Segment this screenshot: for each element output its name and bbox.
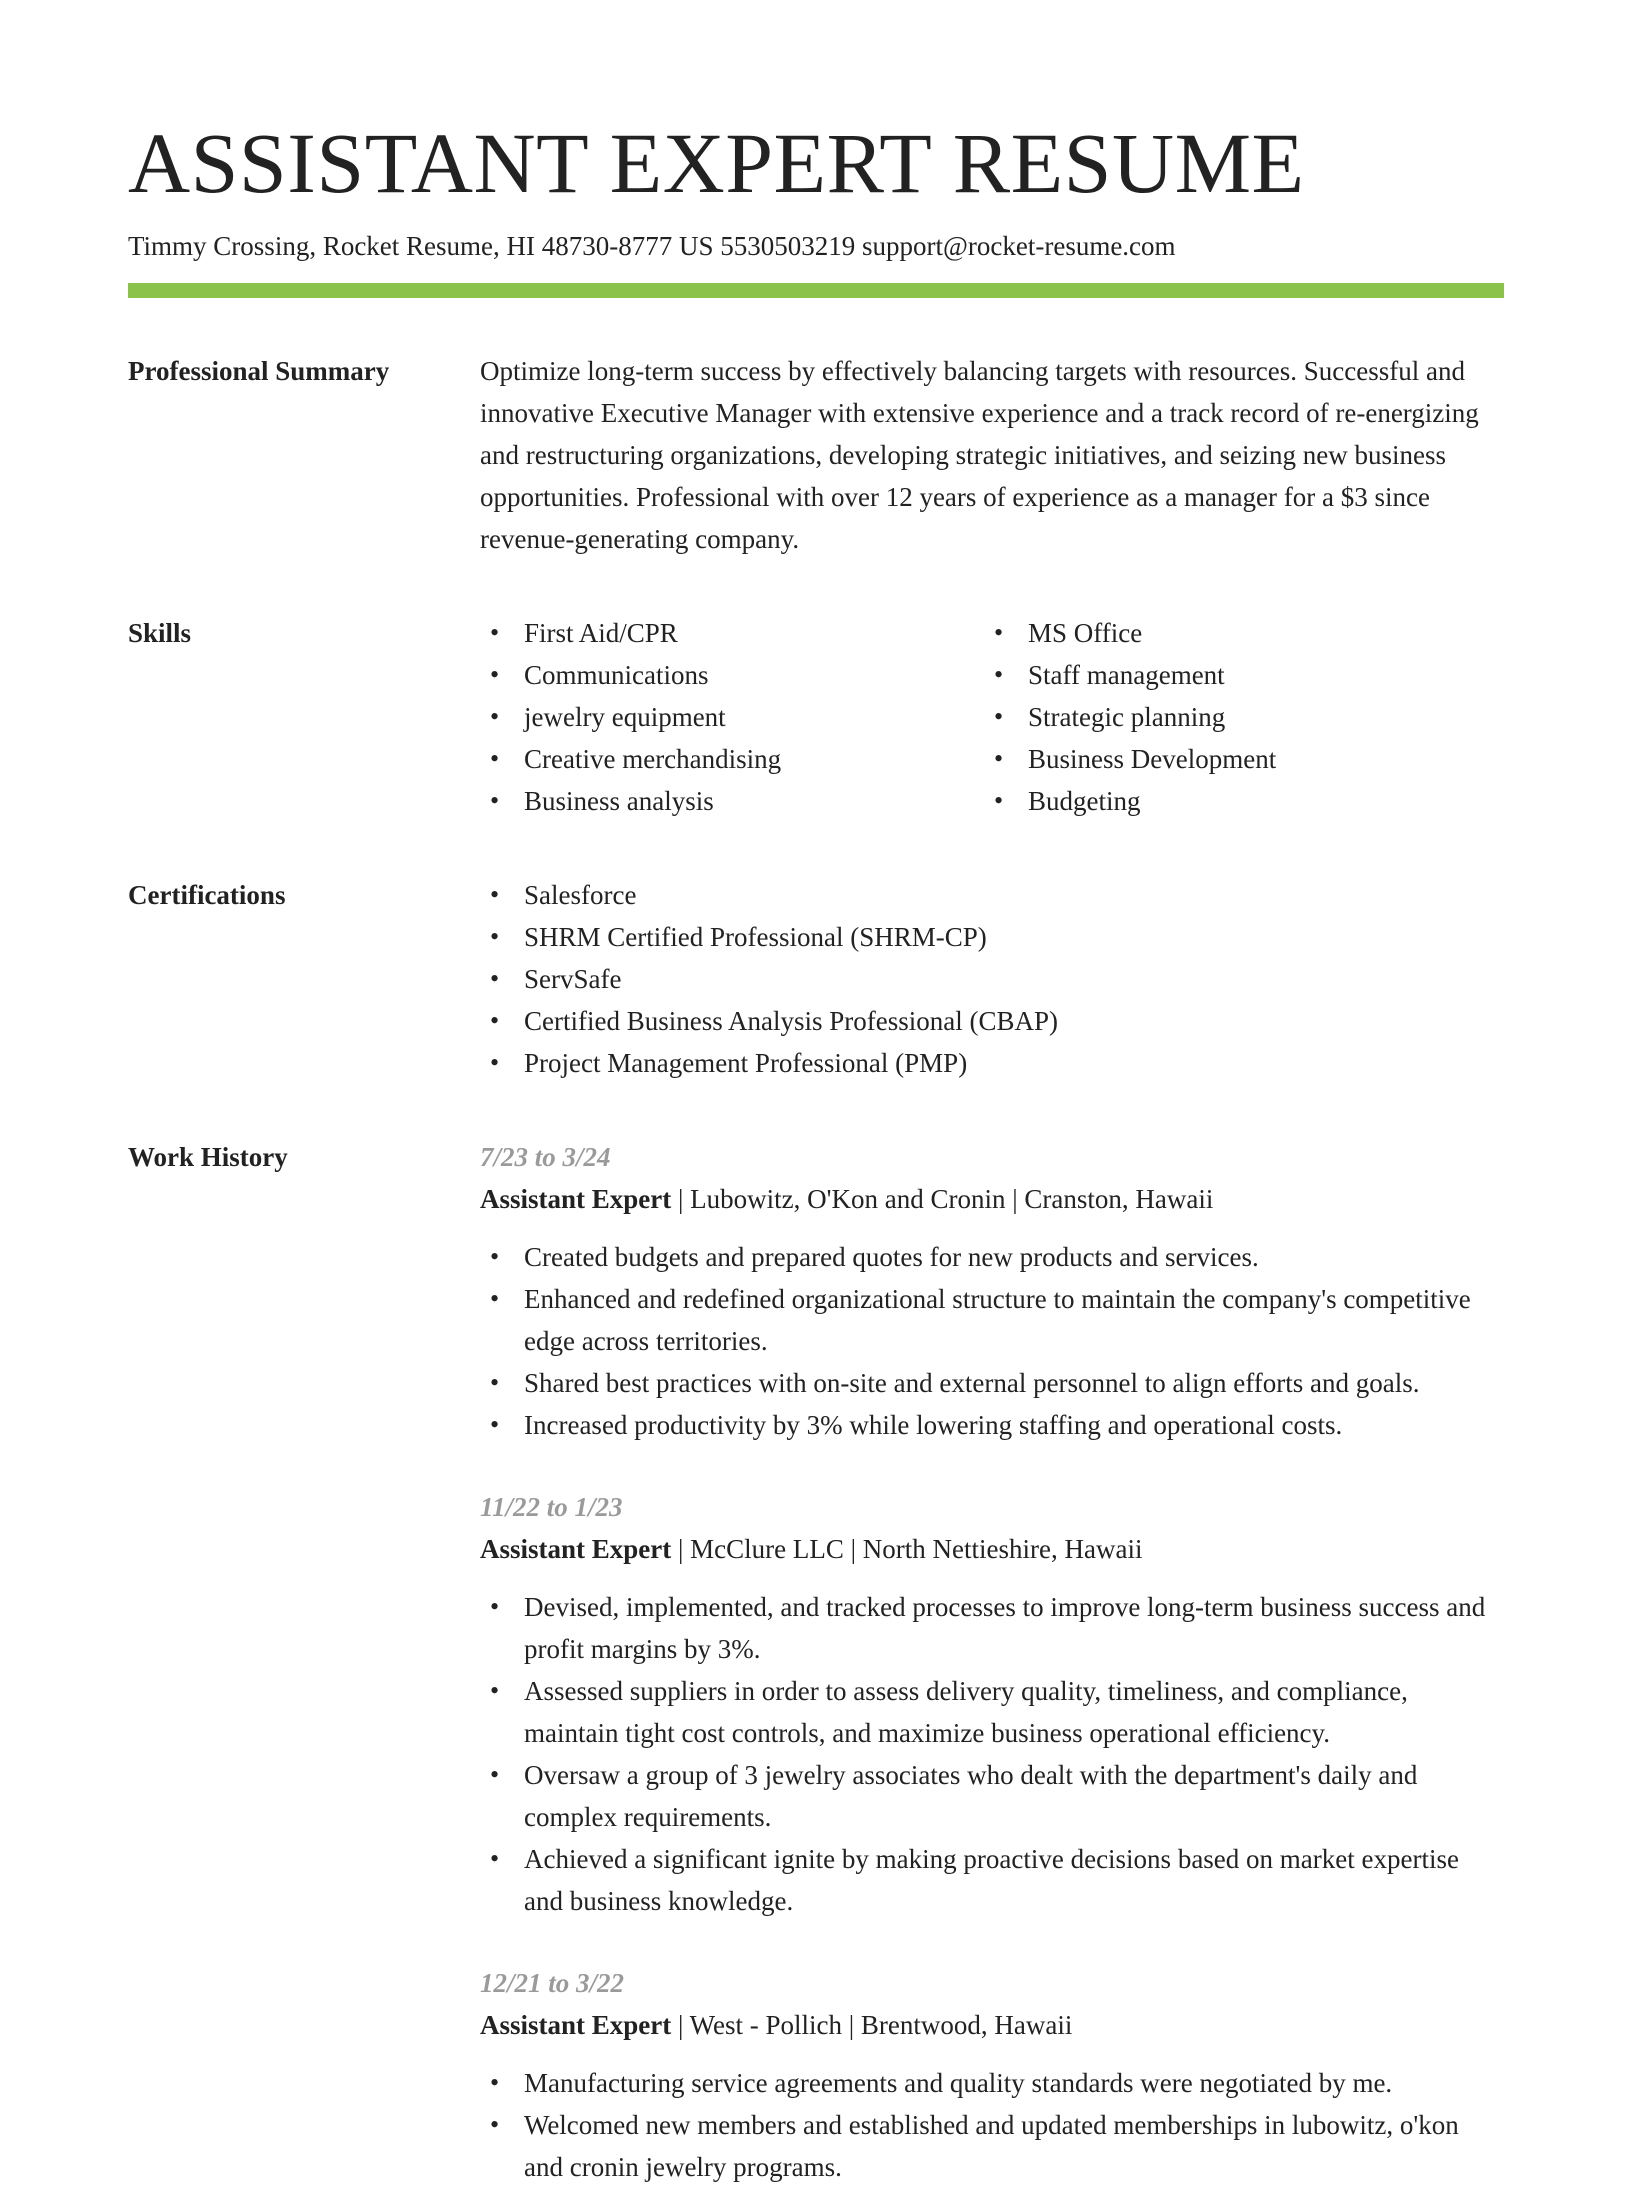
job-duty: • Enhanced and redefined organizational structure to maintain the company's competitive edge across territories. [480,1278,1504,1362]
section-label-summary: Professional Summary [128,356,390,387]
job-duty: • Assessed suppliers in order to assess delivery quality, timeliness, and compliance, maintain tight cost controls, and maximize business operational efficiency. [480,1670,1504,1754]
job-role: Assistant Expert [480,1534,672,1565]
job-duty: • Devised, implemented, and tracked processes to improve long-term business success and profit margins by 3%. [480,1586,1504,1670]
skills-list [480,612,1504,822]
job-heading [480,1178,1504,1220]
job-employer-location: | McClure LLC | North Nettieshire, Hawaii [671,1534,1143,1565]
skill-item: • Business analysis [480,780,984,822]
job-duty: • Created budgets and prepared quotes for new products and services. [480,1236,1504,1278]
certifications-list [480,874,1504,1084]
certification-item: • Salesforce [480,874,1504,916]
skills-column-1 [480,612,984,822]
job-entry [480,1962,1504,2188]
job-duties [480,1586,1504,1922]
job-dates: 12/21 to 3/22 [480,1968,625,1999]
job-dates: 7/23 to 3/24 [480,1142,611,1173]
work-history-list [480,1136,1504,2188]
section-label-skills: Skills [128,618,192,649]
skill-item: • Strategic planning [984,696,1488,738]
job-entry [480,1486,1504,1922]
job-duty: • Shared best practices with on-site and external personnel to align efforts and goals. [480,1362,1504,1404]
certification-item: • Certified Business Analysis Professional (CBAP) [480,1000,1504,1042]
skill-item: • First Aid/CPR [480,612,984,654]
certification-item: • ServSafe [480,958,1504,1000]
skill-item: • jewelry equipment [480,696,984,738]
accent-divider [128,283,1504,298]
skill-item: • Communications [480,654,984,696]
job-role: Assistant Expert [480,1184,672,1215]
job-dates: 11/22 to 1/23 [480,1492,623,1523]
resume-title: ASSISTANT EXPERT RESUME [128,115,1305,211]
job-entry [480,1136,1504,1446]
section-label-work-history: Work History [128,1142,288,1173]
job-duty: • Manufacturing service agreements and quality standards were negotiated by me. [480,2062,1504,2104]
certification-item: • SHRM Certified Professional (SHRM-CP) [480,916,1504,958]
job-heading [480,2004,1504,2046]
certification-item: • Project Management Professional (PMP) [480,1042,1504,1084]
job-employer-location: | Lubowitz, O'Kon and Cronin | Cranston, Hawaii [671,1184,1214,1215]
section-label-certifications: Certifications [128,880,286,911]
job-employer-location: | West - Pollich | Brentwood, Hawaii [671,2010,1073,2041]
summary-section [128,350,1504,560]
contact-line: Timmy Crossing, Rocket Resume, HI 48730-8777 US 5530503219 support@rocket-resume.com [128,231,1176,261]
skills-column-2 [984,612,1488,822]
skill-item: • MS Office [984,612,1488,654]
skill-item: • Budgeting [984,780,1488,822]
certifications-section [128,874,1504,1084]
skill-item: • Staff management [984,654,1488,696]
skill-item: • Creative merchandising [480,738,984,780]
job-heading [480,1528,1504,1570]
skill-item: • Business Development [984,738,1488,780]
job-duty: • Welcomed new members and established and updated memberships in lubowitz, o'kon and cronin jewelry programs. [480,2104,1504,2188]
job-duty: • Achieved a significant ignite by making proactive decisions based on market expertise and business knowledge. [480,1838,1504,1922]
job-role: Assistant Expert [480,2010,672,2041]
job-duties [480,1236,1504,1446]
job-duties [480,2062,1504,2188]
job-duty: • Oversaw a group of 3 jewelry associates who dealt with the department's daily and complex requirements. [480,1754,1504,1838]
work-history-section [128,1136,1504,2188]
skills-section [128,612,1504,822]
job-duty: • Increased productivity by 3% while lowering staffing and operational costs. [480,1404,1504,1446]
summary-text: Optimize long-term success by effectively balancing targets with resources. Successful and innovative Executive Manager with extensive experience and a track record of re-energizing and restructuring organizations, developing strategic initiatives, and seizing new business opportunities. Professional with over 12 years of experience as a manager for a $3 since revenue-generating company. [480,356,1479,555]
